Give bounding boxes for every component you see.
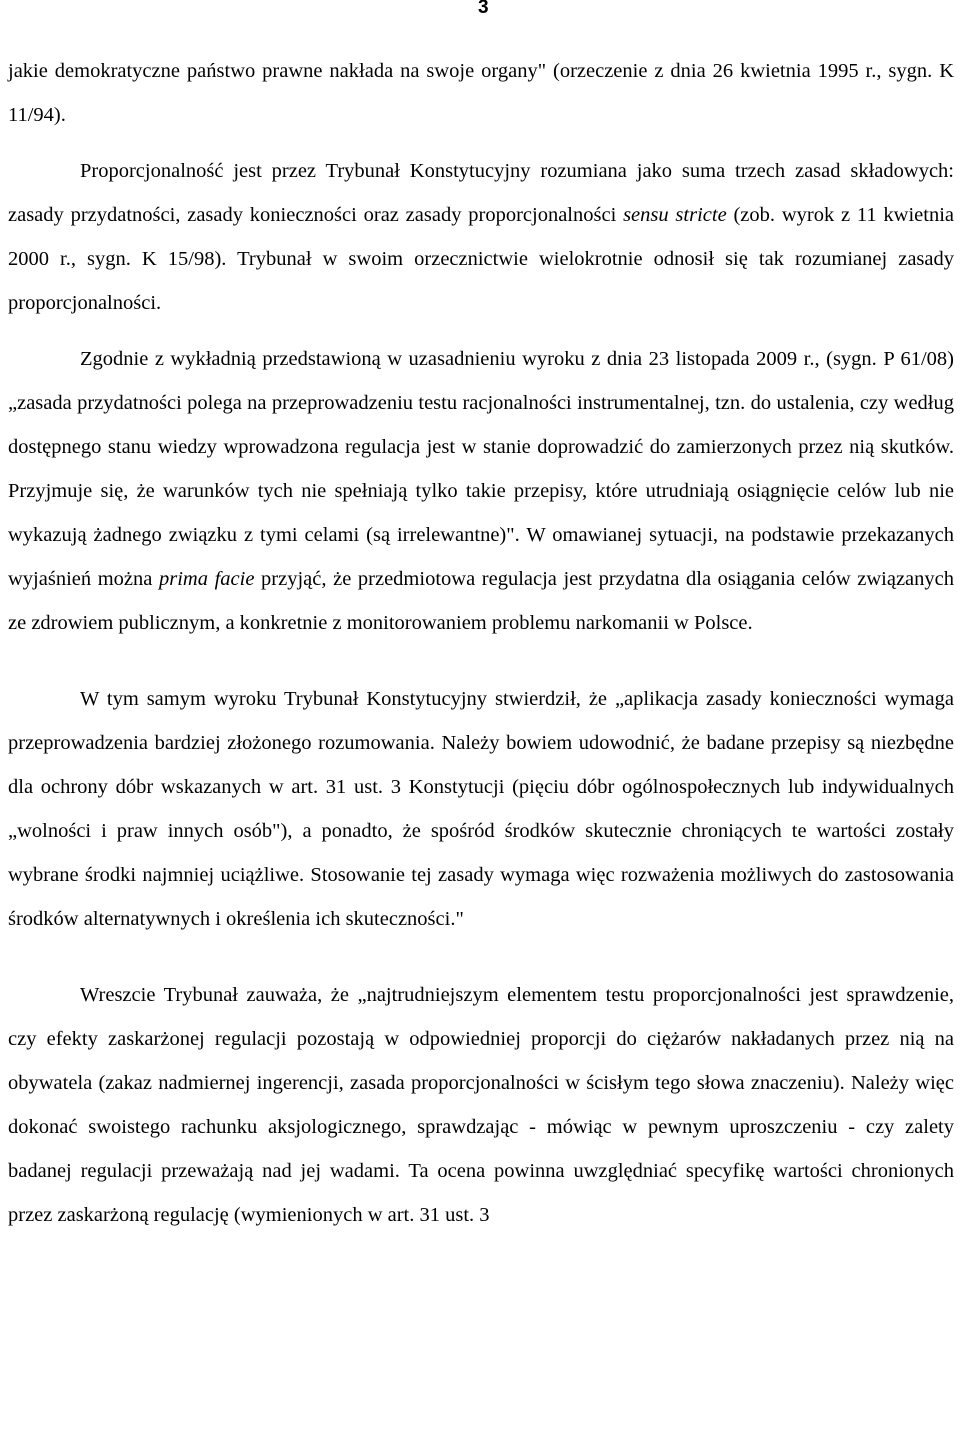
- paragraph-2: [8, 149, 954, 325]
- paragraph-2-text-b: (zob. wyrok z 11 kwietnia 2000 r., sygn. K 15/98). Trybunał w swoim orzecznictwie wielokrotnie odnosił się tak rozumianej zasady proporcjonalności.: [8, 204, 955, 314]
- paragraph-3-text-a: Zgodnie z wykładnią przedstawioną w uzasadnieniu wyroku z dnia 23 listopada 2009 r., (sygn. P 61/08) „zasada przydatności polega na przeprowadzeniu testu racjonalności instrumentalnej, tzn. do ustalenia, czy według dostępnego stanu wiedzy wprowadzona regulacja jest w stanie doprowadzić do zamierzonych przez nią skutków. Przyjmuje się, że warunków tych nie spełniają tylko takie przepisy, które utrudniają osiągnięcie celów lub nie wykazują żadnego związku z tymi celami (są irrelewantne)". W omawianej sytuacji, na podstawie przekazanych wyjaśnień można: [8, 348, 954, 590]
- paragraph-2-text-a: Proporcjonalność jest przez Trybunał Konstytucyjny rozumiana jako suma trzech zasad składowych: zasady przydatności, zasady konieczności oraz zasady proporcjonalności: [8, 160, 954, 226]
- paragraph-1: jakie demokratyczne państwo prawne nakłada na swoje organy" (orzeczenie z dnia 26 kwietnia 1995 r., sygn. K 11/94).: [8, 60, 954, 126]
- document-body: [8, 49, 954, 1237]
- paragraph-3-text-b: przyjąć, że przedmiotowa regulacja jest przydatna dla osiągania celów związanych ze zdrowiem publicznym, a konkretnie z monitorowaniem problemu narkomanii w Polsce.: [8, 568, 955, 634]
- paragraph-4: W tym samym wyroku Trybunał Konstytucyjny stwierdził, że „aplikacja zasady konieczności wymaga przeprowadzenia bardziej złożonego rozumowania. Należy bowiem udowodnić, że badane przepisy są niezbędne dla ochrony dóbr wskazanych w art. 31 ust. 3 Konstytucji (pięciu dóbr ogólnospołecznych lub indywidualnych „wolności i praw innych osób"), a ponadto, że spośród środków skutecznie chroniących te wartości zostały wybrane środki najmniej uciążliwe. Stosowanie tej zasady wymaga więc rozważenia możliwych do zastosowania środków alternatywnych i określenia ich skuteczności.": [8, 688, 954, 930]
- paragraph-3-italic: prima facie: [159, 568, 255, 590]
- page-number: 3: [478, 0, 489, 18]
- paragraph-2-italic: sensu stricte: [623, 204, 727, 226]
- paragraph-5: Wreszcie Trybunał zauważa, że „najtrudniejszym elementem testu proporcjonalności jest sprawdzenie, czy efekty zaskarżonej regulacji pozostają w odpowiedniej proporcji do ciężarów nakładanych przez nią na obywatela (zakaz nadmiernej ingerencji, zasada proporcjonalności w ścisłym tego słowa znaczeniu). Należy więc dokonać swoistego rachunku aksjologicznego, sprawdzając - mówiąc w pewnym uproszczeniu - czy zalety badanej regulacji przeważają nad jej wadami. Ta ocena powinna uwzględniać specyfikę wartości chronionych przez zaskarżoną regulację (wymienionych w art. 31 ust. 3: [8, 984, 954, 1226]
- paragraph-3: [8, 337, 954, 645]
